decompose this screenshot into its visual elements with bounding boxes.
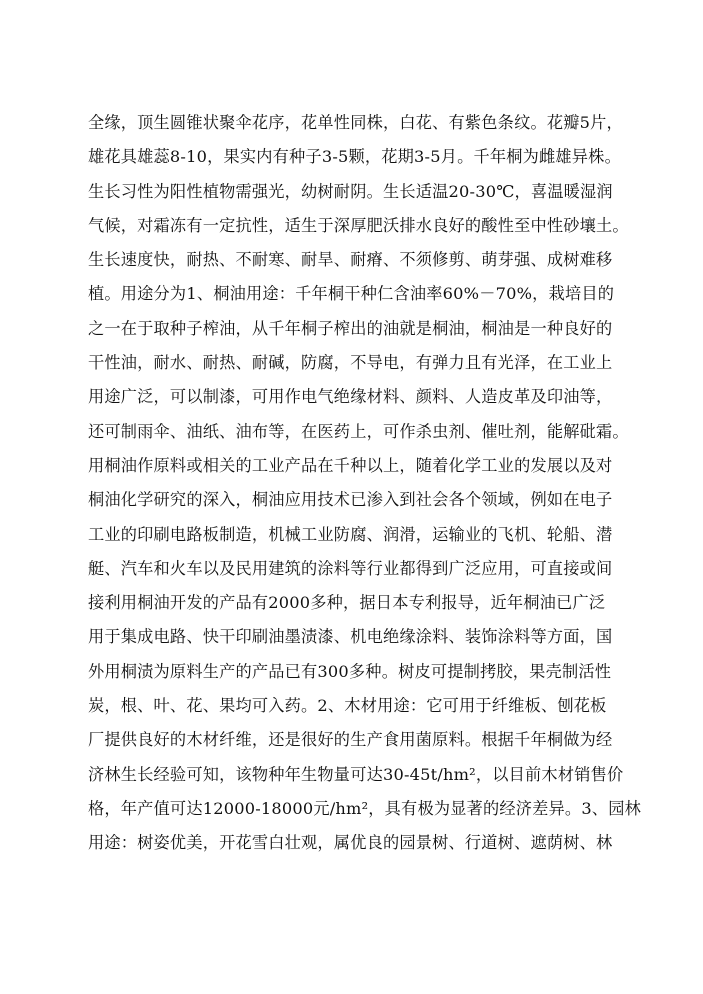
text-line-8: 干性油，耐水、耐热、耐碱，防腐，不导电，有弹力且有光泽，在工业上 xyxy=(88,353,613,373)
text-line-7: 之一在于取种子榨油，从千年桐子榨出的油就是桐油，桐油是一种良好的 xyxy=(88,318,613,338)
text-line-21: 格，年产值可达12000-18000元/hm²，具有极为显著的经济差异。3、园林 xyxy=(88,798,641,818)
text-line-18: 炭，根、叶、花、果均可入药。2、木材用途：它可用于纤维板、刨花板 xyxy=(88,696,607,716)
text-line-17: 外用桐渍为原料生产的产品已有300多种。树皮可提制拷胶，果壳制活性 xyxy=(88,661,612,681)
body-text xyxy=(88,106,641,861)
text-line-2: 雄花具雄蕊8-10，果实内有种子3-5颗，花期3-5月。千年桐为雌雄异株。 xyxy=(88,147,621,167)
text-line-13: 工业的印刷电路板制造，机械工业防腐、润滑，运输业的飞机、轮船、潜 xyxy=(88,524,613,544)
text-line-11: 用桐油作原料或相关的工业产品在千种以上，随着化学工业的发展以及对 xyxy=(88,455,613,475)
text-line-1: 全缘，顶生圆锥状聚伞花序，花单性同株，白花、有紫色条纹。花瓣5片， xyxy=(88,113,623,132)
text-line-12: 桐油化学研究的深入，桐油应用技术已渗入到社会各个领域，例如在电子 xyxy=(88,490,613,510)
text-line-20: 济林生长经验可知，该物种年生物量可达30-45t/hm²，以目前木材销售价 xyxy=(88,764,624,784)
text-line-16: 用于集成电路、快干印刷油墨渍漆、机电绝缘涂料、装饰涂料等方面，国 xyxy=(88,627,613,647)
text-line-6: 植。用途分为1、桐油用途：千年桐干种仁含油率60%－70%，栽培目的 xyxy=(88,284,615,304)
text-line-19: 厂提供良好的木材纤维，还是很好的生产食用菌原料。根据千年桐做为经 xyxy=(88,730,613,750)
text-line-15: 接利用桐油开发的产品有2000多种，据日本专利报导，近年桐油已广泛 xyxy=(88,593,606,613)
text-line-3: 生长习性为阳性植物需强光，幼树耐阴。生长适温20-30℃，喜温暖湿润 xyxy=(88,181,613,201)
text-line-5: 生长速度快，耐热、不耐寒、耐旱、耐瘠、不须修剪、萌芽强、成树难移 xyxy=(88,250,613,270)
text-line-14: 艇、汽车和火车以及民用建筑的涂料等行业都得到广泛应用，可直接或间 xyxy=(88,558,613,578)
text-line-9: 用途广泛，可以制漆，可用作电气绝缘材料、颜料、人造皮革及印油等， xyxy=(88,387,613,407)
text-line-22: 用途：树姿优美，开花雪白壮观，属优良的园景树、行道树、遮荫树、林 xyxy=(88,833,613,853)
text-line-4: 气候，对霜冻有一定抗性，适生于深厚肥沃排水良好的酸性至中性砂壤土。 xyxy=(88,215,629,235)
text-line-10: 还可制雨伞、油纸、油布等，在医药上，可作杀虫剂、催吐剂，能解砒霜。 xyxy=(88,421,629,441)
